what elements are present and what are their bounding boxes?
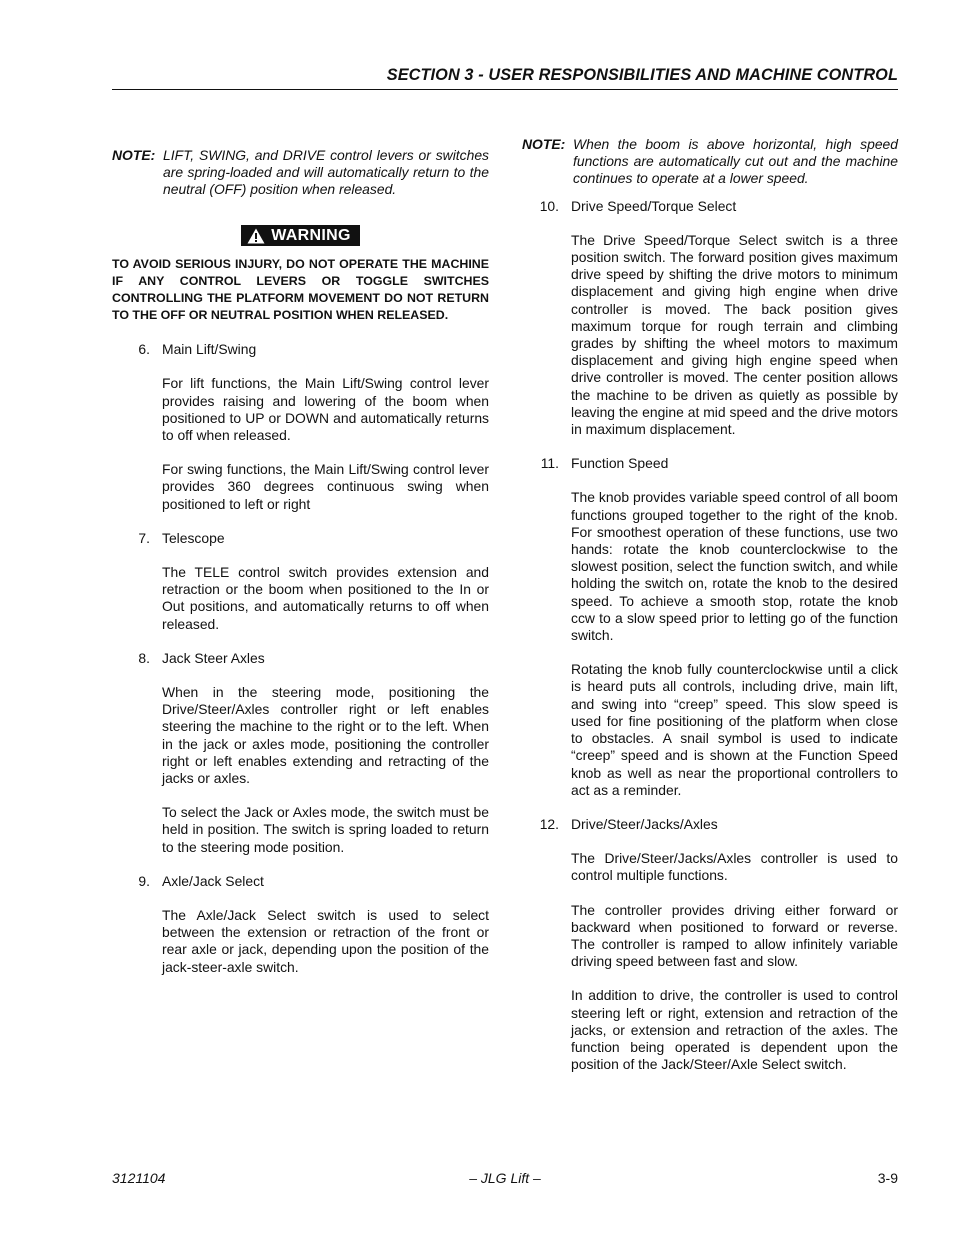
item-paragraph: The TELE control switch provides extension and retraction or the boom when positioned to the In or Out positions, and automatically returns to off when released. xyxy=(162,564,489,632)
list-item xyxy=(112,873,489,976)
list-item xyxy=(112,650,489,856)
item-heading xyxy=(112,341,489,358)
item-number: 6. xyxy=(138,341,150,358)
footer-page-number: 3-9 xyxy=(877,1170,898,1186)
item-paragraph: When in the steering mode, positioning the Drive/Steer/Axles controller right or left enables steering the machine to the right or to the left. When in the jack or axles mode, positioning the controller right or left enables extending and retracting of the jacks or axles. xyxy=(162,684,489,787)
footer-publisher: – JLG Lift – xyxy=(469,1170,541,1186)
footer-doc-number: 3121104 xyxy=(112,1170,166,1186)
item-title: Drive Speed/Torque Select xyxy=(571,197,737,214)
header-divider xyxy=(112,89,898,90)
item-title: Axle/Jack Select xyxy=(162,872,264,889)
warning-badge xyxy=(241,225,359,246)
warning-label: WARNING xyxy=(271,226,351,244)
left-note xyxy=(112,147,489,199)
item-paragraph: The knob provides variable speed control of all boom functions grouped together to the right of the knob. For smoothest operation of these functions, use two hands: rotate the knob counterclockwise to the slowest position, select the function switch, and while holding the switch on, rotate the knob to the desired speed. To achieve a smooth stop, rotate the knob ccw to a slow speed prior to letting go of the function switch. xyxy=(571,489,898,644)
item-paragraph: For lift functions, the Main Lift/Swing control lever provides raising and lowering of the boom when positioned to UP or DOWN and automatically returns to off when released. xyxy=(162,375,489,443)
item-paragraph: For swing functions, the Main Lift/Swing control lever provides 360 degrees continuous swing when positioned to left or right xyxy=(162,461,489,512)
item-number: 10. xyxy=(539,197,559,214)
item-paragraph: The Axle/Jack Select switch is used to select between the extension or retraction of the front or rear axle or jack, depending upon the position of the jack-steer-axle switch. xyxy=(162,907,489,975)
list-item xyxy=(112,341,489,513)
section-title: SECTION 3 - USER RESPONSIBILITIES AND MACHINE CONTROL xyxy=(386,66,898,84)
list-item xyxy=(522,455,898,799)
item-heading xyxy=(112,650,489,667)
note-label: NOTE: xyxy=(522,136,566,152)
item-paragraph: The Drive/Steer/Jacks/Axles controller is used to control multiple functions. xyxy=(571,850,898,884)
list-item xyxy=(522,198,898,439)
list-item xyxy=(112,530,489,633)
warning-header xyxy=(112,225,489,248)
item-number: 12. xyxy=(539,815,559,832)
warning-text: TO AVOID SERIOUS INJURY, DO NOT OPERATE THE MACHINE IF ANY CONTROL LEVERS OR TOGGLE SWITCHES CONTROLLING THE PLATFORM MOVEMENT DO NOT RETURN TO THE OFF OR NEUTRAL POSITION WHEN RELEASED. xyxy=(112,256,489,323)
item-heading xyxy=(522,455,898,472)
item-number: 9. xyxy=(138,872,150,889)
item-number: 11. xyxy=(540,455,559,472)
item-paragraph: The Drive Speed/Torque Select switch is a three position switch. The forward position gives maximum drive speed by shifting the drive motors to minimum displacement and giving high engine when drive controller is moved. The back position gives maximum torque for rough terrain and climbing grades by shifting the wheel motors to maximum displacement and giving high engine speed when drive controller is moved. The center position allows the machine to be driven as quietly as possible by leaving the engine at mid speed and the drive motors in maximum displacement. xyxy=(571,231,898,438)
item-paragraph: To select the Jack or Axles mode, the switch must be held in position. The switch is spring loaded to return to the steering mode position. xyxy=(162,804,489,855)
item-paragraph: In addition to drive, the controller is used to control steering left or right, extension and retraction of the jacks, or extension and retraction of the axles. The function being operated is dependent upon the position of the Jack/Steer/Axle Select switch. xyxy=(571,987,898,1073)
item-title: Drive/Steer/Jacks/Axles xyxy=(571,815,718,832)
right-column xyxy=(522,136,898,1073)
item-paragraph: Rotating the knob fully counterclockwise until a click is heard puts all controls, including drive, main lift, and swing into “creep” speed. This slow speed is used for fine positioning of the platform when close to obstacles. A snail symbol is used to indicate “creep” speed and is shown at the Function Speed knob as well as near the proportional controllers to act as a reminder. xyxy=(571,661,898,798)
item-paragraph: The controller provides driving either forward or backward when positioned to forward or reverse. The controller is ramped to allow infinitely variable driving speed between fast and slow. xyxy=(571,901,898,970)
item-title: Main Lift/Swing xyxy=(162,341,257,358)
note-label: NOTE: xyxy=(112,147,156,163)
warning-triangle-icon xyxy=(247,228,265,244)
item-number: 7. xyxy=(138,529,150,546)
right-note xyxy=(522,136,898,188)
item-title: Function Speed xyxy=(571,455,669,472)
item-number: 8. xyxy=(138,649,150,666)
note-text: LIFT, SWING, and DRIVE control levers or switches are spring-loaded and will automatically return to the neutral (OFF) position when released. xyxy=(163,147,489,198)
note-text: When the boom is above horizontal, high speed functions are automatically cut out and the machine continues to operate at a lower speed. xyxy=(573,136,898,187)
item-title: Telescope xyxy=(162,529,225,546)
item-heading xyxy=(522,198,898,215)
item-title: Jack Steer Axles xyxy=(162,649,265,666)
item-heading xyxy=(112,873,489,890)
item-heading xyxy=(522,816,898,833)
item-heading xyxy=(112,530,489,547)
list-item xyxy=(522,816,898,1073)
left-column xyxy=(112,147,489,976)
